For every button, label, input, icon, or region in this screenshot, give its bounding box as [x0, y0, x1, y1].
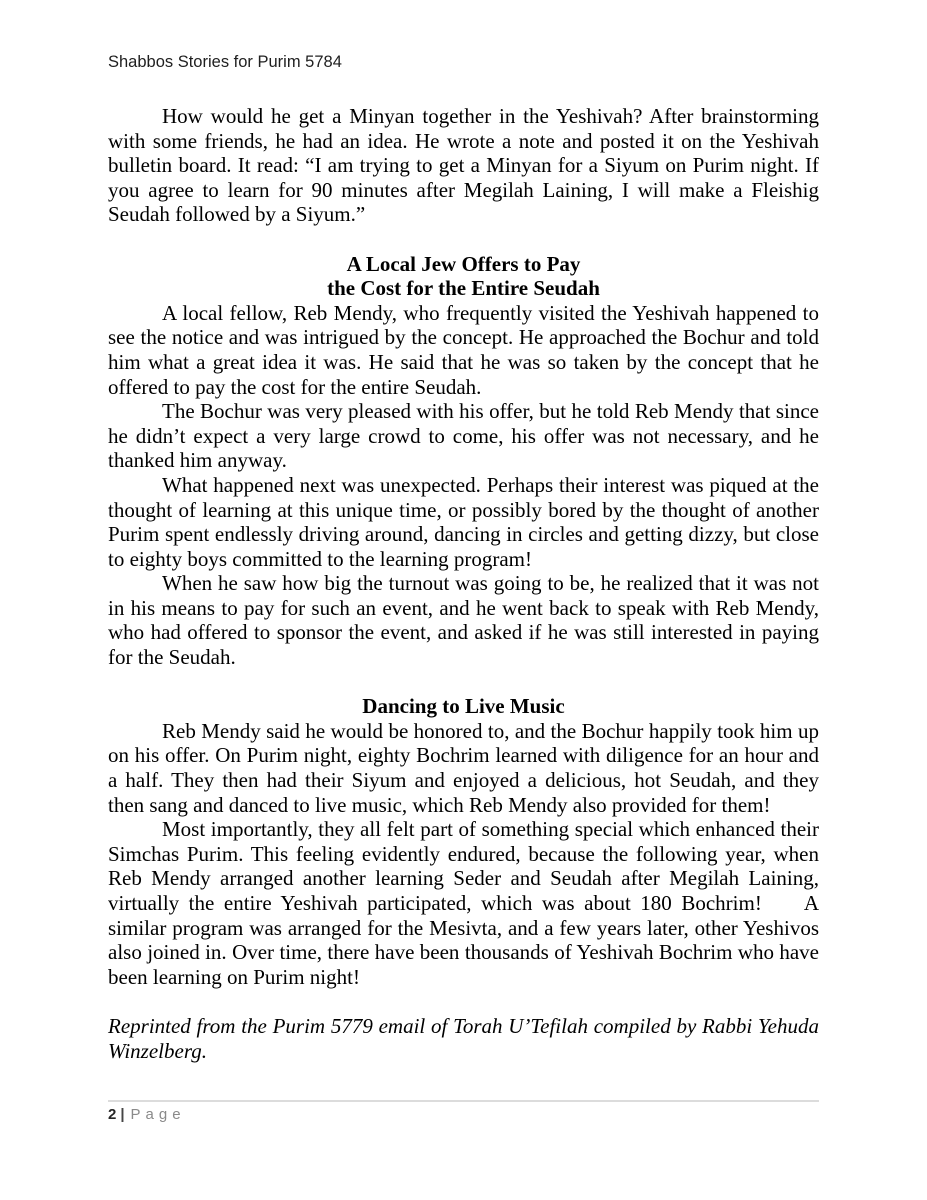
paragraph-simchas-purim-legacy: Most importantly, they all felt part of something special which enhanced their Simchas Purim. This feeling evidently endured, because the following year, when Reb Mendy arranged another learning Seder and Seudah after Megilah Laining, virtually the entire Yeshivah participated, which was about 180 Bochrim! A similar program was arranged for the Mesivta, and a few years later, other Yeshivos also joined in. Over time, there have been thousands of Yeshivah Bochrim who have been learning on Purim night! [108, 817, 819, 989]
paragraph-reb-mendy-offer: A local fellow, Reb Mendy, who frequently visited the Yeshivah happened to see the notice and was intrigued by the concept. He approached the Bochur and told him what a great idea it was. He said that he was so taken by the concept that he offered to pay the cost for the entire Seudah. [108, 300, 819, 399]
header-title: Shabbos Stories for Purim 5784 [108, 53, 342, 71]
blank-line [108, 989, 819, 1014]
page-footer [108, 1106, 186, 1124]
blank-line [108, 670, 819, 695]
paragraph-attribution: Reprinted from the Purim 5779 email of Torah U’Tefilah compiled by Rabbi Yehuda Winzelberg. [108, 1013, 819, 1063]
paragraph-bochur-pleased: The Bochur was very pleased with his offer, but he told Reb Mendy that since he didn’t expect a very large crowd to come, his offer was not necessary, and he thanked him anyway. [108, 399, 819, 473]
footer-divider [108, 1100, 819, 1102]
section-heading-dancing: Dancing to Live Music [362, 694, 565, 719]
paragraph-purim-night-seudah: Reb Mendy said he would be honored to, and the Bochur happily took him up on his offer. On Purim night, eighty Bochrim learned with diligence for an hour and a half. They then had their Siyum and enjoyed a delicious, hot Seudah, and they then sang and danced to live music, which Reb Mendy also provided for them! [108, 718, 819, 817]
section-heading-local-jew-line-2: the Cost for the Entire Seudah [327, 276, 600, 301]
page-label: Page [130, 1106, 186, 1123]
footer-separator: | [120, 1106, 125, 1123]
page-header [108, 52, 342, 72]
paragraph-minyan-idea: How would he get a Minyan together in the Yeshivah? After brainstorming with some friends, he had an idea. He wrote a note and posted it on the Yeshivah bulletin board. It read: “I am trying to get a Minyan for a Siyum on Purim night. If you agree to learn for 90 minutes after Megilah Laining, I will make a Fleishig Seudah followed by a Siyum.” [108, 104, 819, 227]
document-body [108, 104, 819, 1063]
section-heading-local-jew-line-1: A Local Jew Offers to Pay [346, 251, 581, 276]
page-number: 2 [108, 1106, 117, 1123]
paragraph-unexpected-turnout: What happened next was unexpected. Perhaps their interest was piqued at the thought of learning at this unique time, or possibly bored by the thought of another Purim spent endlessly driving around, dancing in circles and getting dizzy, but close to eighty boys committed to the learning program! [108, 472, 819, 571]
paragraph-back-to-reb-mendy: When he saw how big the turnout was going to be, he realized that it was not in his means to pay for such an event, and he went back to speak with Reb Mendy, who had offered to sponsor the event, and asked if he was still interested in paying for the Seudah. [108, 571, 819, 670]
blank-line [108, 227, 819, 252]
